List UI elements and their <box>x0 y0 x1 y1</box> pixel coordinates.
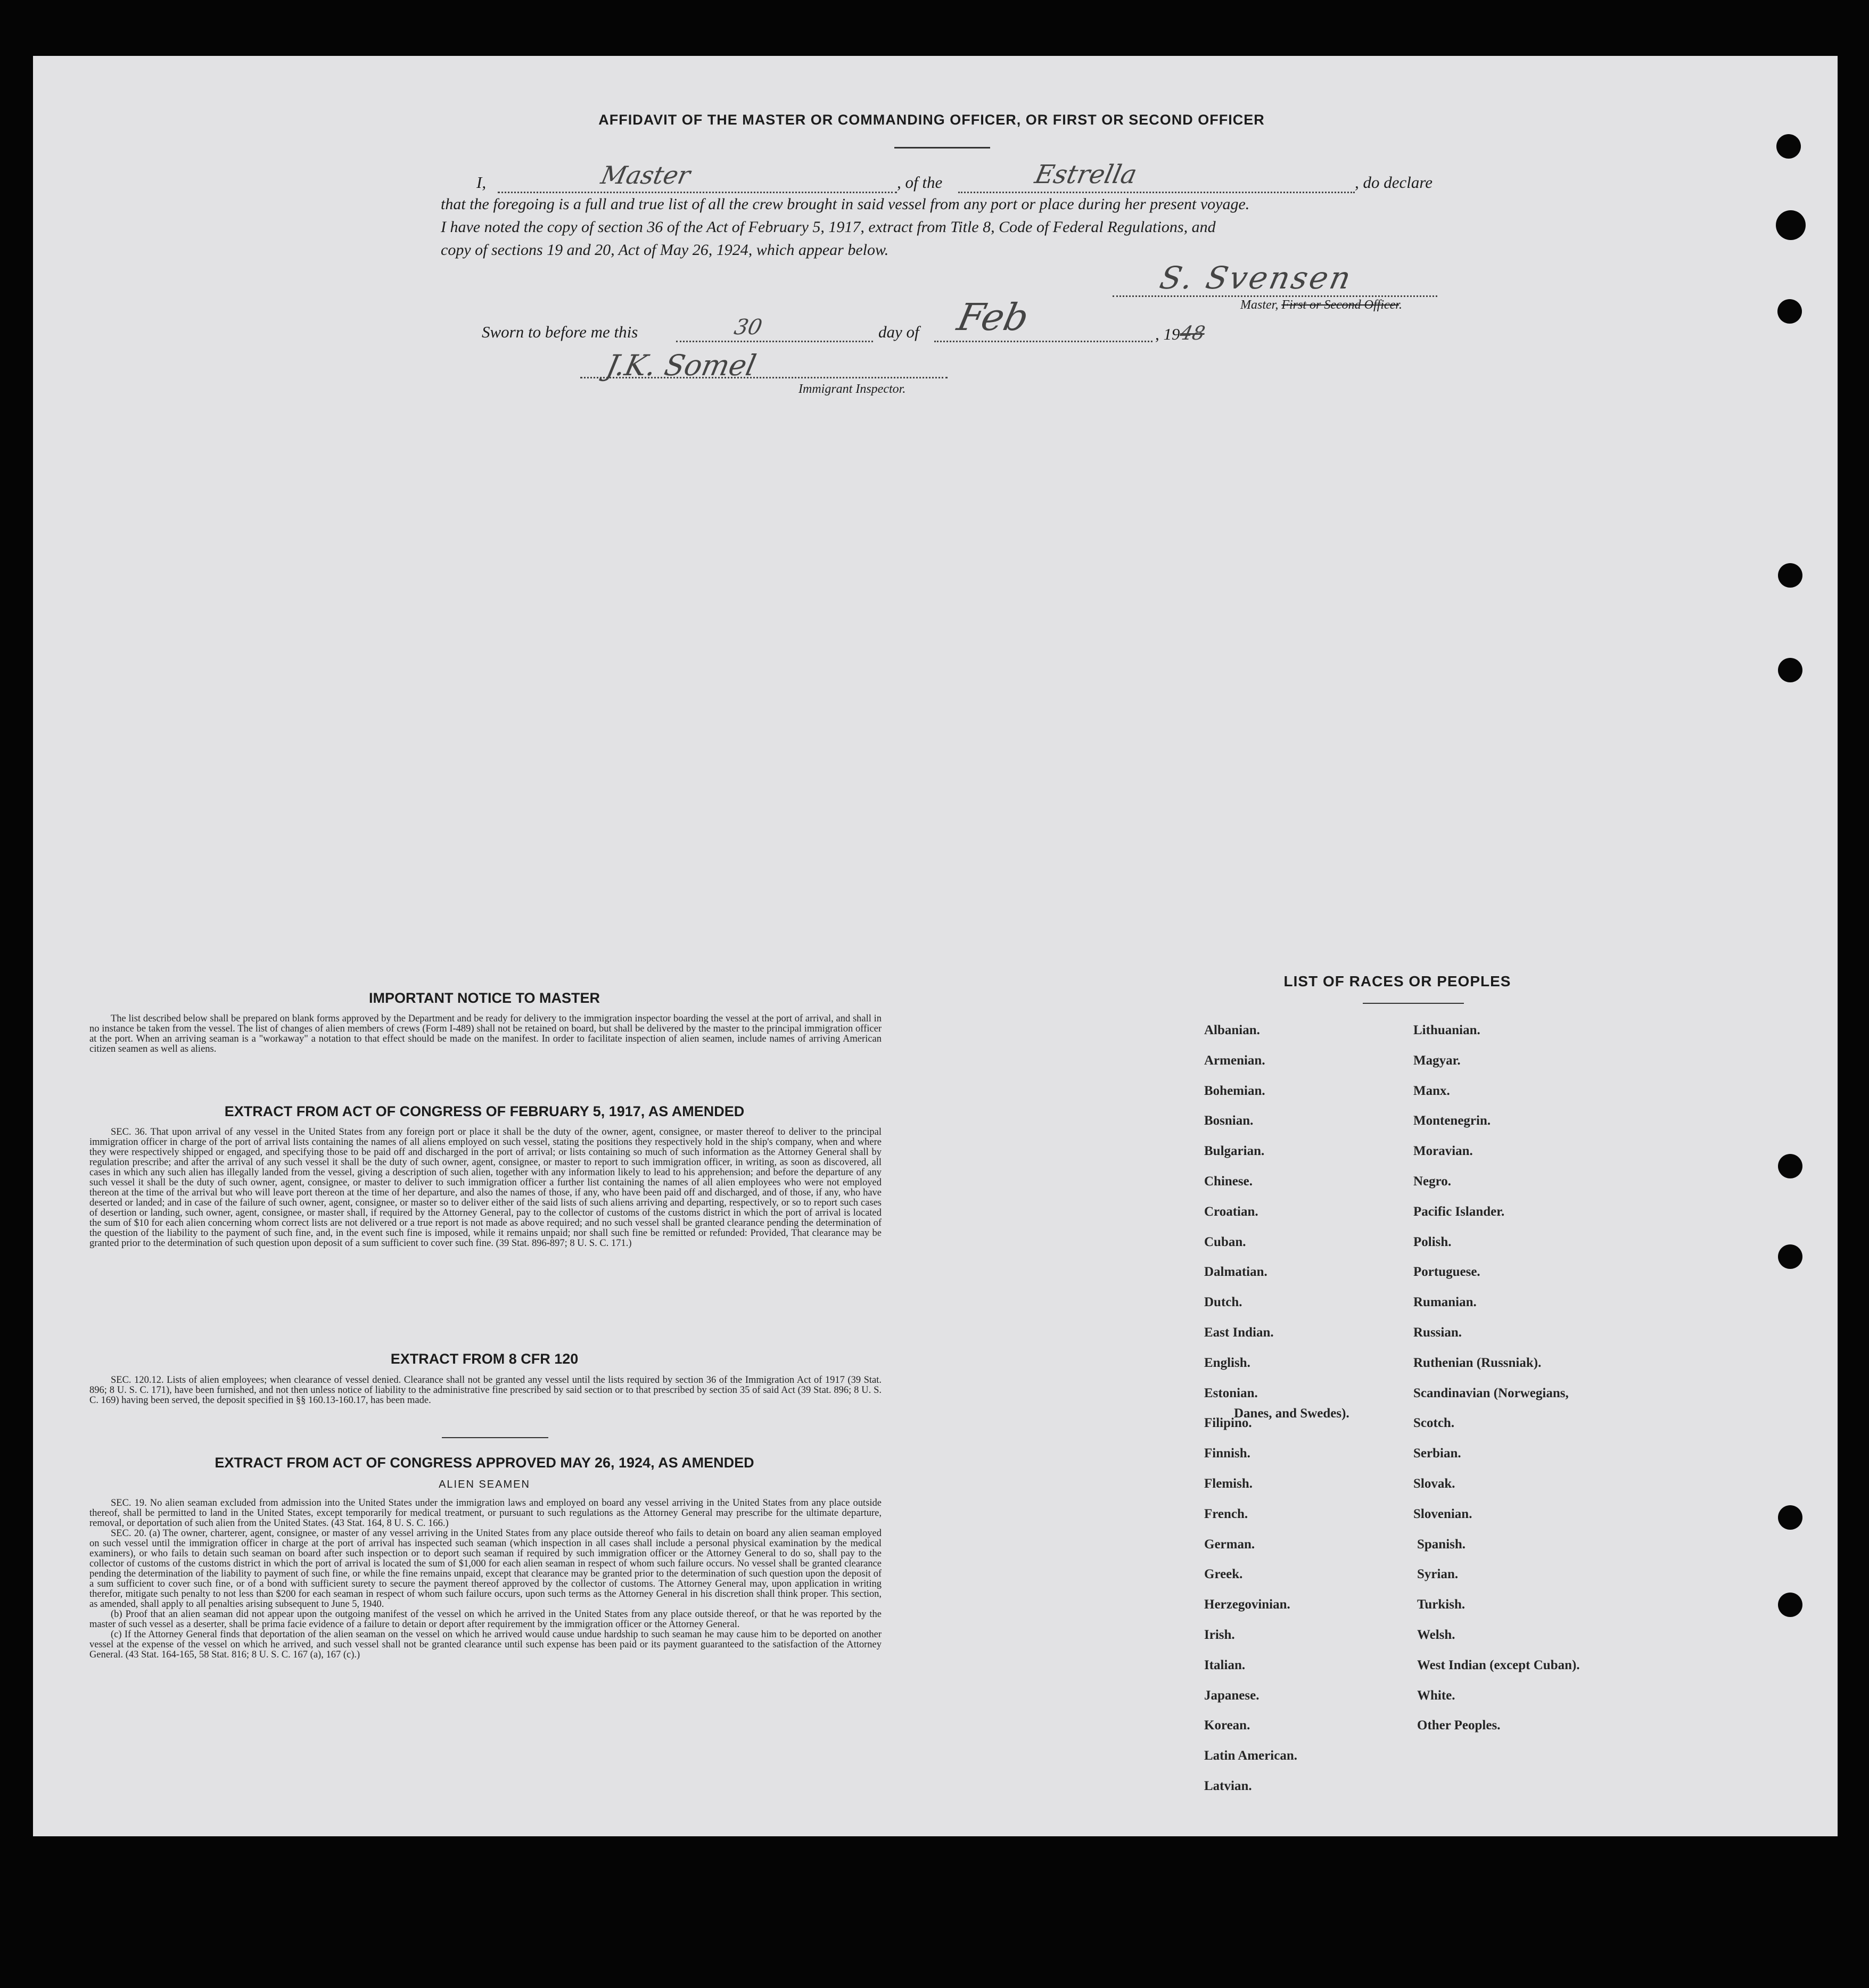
do-declare-label: , do declare <box>1355 173 1433 192</box>
race-item: Welsh. <box>1417 1628 1455 1642</box>
race-item: German. <box>1204 1537 1255 1552</box>
section-20b: (b) Proof that an alien seaman did not appear upon the outgoing manifest of the vessel on which he arrived in the United States from any place outside thereof, or that he was reported by the master of such vessel as a deserter, shall be prima facie evidence of a failure to detain or deport after requirement by the immigration officer or the Attorney General. <box>89 1609 882 1630</box>
race-item: Danes, and Swedes). <box>1234 1406 1349 1421</box>
race-item: Bohemian. <box>1204 1083 1265 1098</box>
race-item: Polish. <box>1413 1234 1452 1249</box>
race-item: Armenian. <box>1204 1053 1265 1068</box>
race-item: Bosnian. <box>1204 1113 1254 1128</box>
extract-1924-title: EXTRACT FROM ACT OF CONGRESS APPROVED MAY 26, 1924, AS AMENDED <box>215 1455 754 1471</box>
caption-end: . <box>1398 298 1402 312</box>
race-item: Scotch. <box>1413 1416 1455 1431</box>
caption-struck: First or Second Officer <box>1281 298 1399 312</box>
race-item: Dalmatian. <box>1204 1265 1267 1280</box>
vessel-handwritten: Estrella <box>1032 160 1140 189</box>
day-of-label: day of <box>878 323 919 341</box>
race-item: Other Peoples. <box>1417 1718 1501 1733</box>
race-item: Italian. <box>1204 1657 1246 1672</box>
race-item: Japanese. <box>1204 1688 1259 1703</box>
race-item: Lithuanian. <box>1413 1023 1480 1037</box>
month-blank <box>934 341 1152 342</box>
of-the-label: , of the <box>897 173 943 192</box>
race-item: Serbian. <box>1413 1446 1461 1461</box>
affidavit-line-4: copy of sections 19 and 20, Act of May 26, 1924, which appear below. <box>441 241 889 259</box>
race-item: Chinese. <box>1204 1174 1253 1189</box>
race-item: Manx. <box>1413 1083 1450 1098</box>
day-blank <box>676 341 873 342</box>
divider <box>1363 1003 1464 1004</box>
binder-hole <box>1776 210 1806 240</box>
races-title: LIST OF RACES OR PEOPLES <box>1283 973 1511 989</box>
race-item: Russian. <box>1413 1325 1462 1340</box>
signature-caption <box>1240 298 1402 312</box>
race-item: Bulgarian. <box>1204 1144 1265 1159</box>
race-item: Slovak. <box>1413 1476 1455 1491</box>
race-item: White. <box>1417 1688 1455 1703</box>
extract-1917-title: EXTRACT FROM ACT OF CONGRESS OF FEBRUARY 5, 1917, AS AMENDED <box>224 1103 745 1119</box>
inspector-signature: J.K. Somel <box>603 349 759 382</box>
race-item: Flemish. <box>1204 1476 1253 1491</box>
race-item: West Indian (except Cuban). <box>1417 1657 1580 1672</box>
extract-cfr-title: EXTRACT FROM 8 CFR 120 <box>390 1351 579 1367</box>
race-item: Scandinavian (Norwegians, <box>1413 1385 1569 1400</box>
race-item: Negro. <box>1413 1174 1452 1189</box>
race-item: Croatian. <box>1204 1204 1258 1219</box>
race-item: Ruthenian (Russniak). <box>1413 1355 1542 1370</box>
race-item: Rumanian. <box>1413 1295 1477 1310</box>
race-item: Herzegovinian. <box>1204 1597 1290 1612</box>
race-item: Cuban. <box>1204 1234 1246 1249</box>
inspector-caption: Immigrant Inspector. <box>798 382 906 396</box>
binder-hole <box>1778 1244 1802 1269</box>
month-handwritten: Feb <box>953 295 1033 339</box>
extract-1924-subtitle: ALIEN SEAMEN <box>439 1479 530 1490</box>
binder-hole <box>1776 134 1801 159</box>
sworn-label: Sworn to before me this <box>482 323 638 341</box>
race-item: Korean. <box>1204 1718 1250 1733</box>
race-item: Latin American. <box>1204 1748 1297 1763</box>
master-signature: S. Svensen <box>1156 260 1356 296</box>
section-19: SEC. 19. No alien seaman excluded from admission into the United States under the immigration laws and employed on board any vessel arriving in the United States from any place outside thereof, shall be permitted to land in the United States, except temporarily for medical treatment, or pursuant to such regulations as the Attorney General may prescribe for the ultimate departure, removal, or deportation of such alien from the United States. (43 Stat. 164, 8 U. S. C. 166.) <box>89 1498 882 1529</box>
binder-hole <box>1778 658 1802 682</box>
affidavit-title: AFFIDAVIT OF THE MASTER OR COMMANDING OFFICER, OR FIRST OR SECOND OFFICER <box>598 112 1265 128</box>
year-label: , 1948 <box>1155 323 1207 344</box>
notice-text: The list described below shall be prepared on blank forms approved by the Department and be ready for delivery to the immigration inspector boarding the vessel at the port of arrival, and shall in no instance be taken from the vessel. The list of changes of alien members of crews (Form I-489) shall not be retained on board, but shall be delivered by the master to the principal immigration officer at the port. When an arriving seaman is a "workaway" a notation to that effect should be made on the manifest. In order to facilitate inspection of alien seamen, include names of arriving American citizen seamen as well as aliens. <box>89 1013 882 1054</box>
section-20a: SEC. 20. (a) The owner, charterer, agent, consignee, or master of any vessel arriving in the United States from any place outside thereof who fails to detain on board any alien seaman employed on such vessel until the immigration officer in charge at the port of arrival has inspected such seaman (which inspection in all cases shall include a personal physical examination by the medical examiners), or who fails to detain such seaman on board after such inspection or to deport such seaman if required by such immigration officer or the Attorney General to do so, shall pay to the collector of customs of the customs district in which the port of arrival is located the sum of $1,000 for each alien seaman in respect of whom such failure occurs. No vessel shall be granted clearance pending the determination of the liability to payment of such fine, or while the fine remains unpaid, except that clearance may be granted prior to the determination of such question upon the deposit of a sum sufficient to cover such fine, or of a bond with sufficient surety to secure the payment thereof approved by the collector of customs. The Attorney General may, upon application in writing therefor, mitigate such penalty to not less than $200 for each seaman in respect of whom such failure occurs, upon such terms as the Attorney General in his discretion shall think proper. This section, as amended, shall apply to all penalties arising subsequent to June 5, 1940. <box>89 1528 882 1610</box>
race-item: Irish. <box>1204 1628 1235 1642</box>
race-item: Portuguese. <box>1413 1265 1480 1280</box>
race-item: Moravian. <box>1413 1144 1473 1159</box>
caption-master: Master, <box>1240 298 1282 312</box>
race-item: Filipino. <box>1204 1416 1252 1431</box>
extract-cfr-text: SEC. 120.12. Lists of alien employees; when clearance of vessel denied. Clearance shall not be granted any vessel until the lists required by section 36 of the Immigration Act of 1917 (39 Stat. 896; 8 U. S. C. 171), have been furnished, and not then unless notice of liability to the administrative fine prescribed by said section or to that prescribed by section 35 of said Act (39 Stat. 896; 8 U. S. C. 169) having been served, the deposit specified in §§ 160.13-160.17, has been made. <box>89 1375 882 1406</box>
section-20c: (c) If the Attorney General finds that deportation of the alien seaman on the vessel on which he arrived would cause undue hardship to such seaman he may cause him to be deported on another vessel at the expense of the vessel on which he arrived, and such vessel shall not be granted clearance until such expense has been paid or its payment guaranteed to the satisfaction of the Attorney General. (43 Stat. 164-165, 58 Stat. 816; 8 U. S. C. 167 (a), 167 (c).) <box>89 1629 882 1660</box>
day-handwritten: 30 <box>732 315 764 340</box>
year-handwritten: 48 <box>1178 323 1207 344</box>
race-item: French. <box>1204 1506 1248 1521</box>
notice-title: IMPORTANT NOTICE TO MASTER <box>369 990 600 1006</box>
year-prefix: 19 <box>1163 325 1180 343</box>
race-item: Pacific Islander. <box>1413 1204 1505 1219</box>
race-item: Magyar. <box>1413 1053 1461 1068</box>
binder-hole <box>1777 299 1802 324</box>
race-item: Estonian. <box>1204 1385 1258 1400</box>
affidavit-line-2: that the foregoing is a full and true list of all the crew brought in said vessel from any port or place during her present voyage. <box>441 195 1250 213</box>
rank-handwritten: Master <box>598 161 693 189</box>
race-item: East Indian. <box>1204 1325 1274 1340</box>
race-item: Latvian. <box>1204 1779 1252 1793</box>
divider <box>894 147 990 149</box>
binder-hole <box>1778 1154 1802 1178</box>
race-item: Finnish. <box>1204 1446 1250 1461</box>
rank-blank <box>498 192 897 193</box>
race-item: Dutch. <box>1204 1295 1242 1310</box>
vessel-blank <box>958 192 1355 193</box>
race-item: Montenegrin. <box>1413 1113 1491 1128</box>
race-item: Albanian. <box>1204 1023 1260 1037</box>
race-item: Slovenian. <box>1413 1506 1472 1521</box>
affidavit-i-label: I, <box>476 173 487 192</box>
binder-hole <box>1778 1505 1802 1530</box>
race-item: Syrian. <box>1417 1567 1459 1582</box>
extract-1917-text: SEC. 36. That upon arrival of any vessel in the United States from any foreign port or place it shall be the duty of the owner, agent, consignee, or master thereof to deliver to the principal immigration officer in charge of the port of arrival lists containing the names of all aliens employed on such vessel, stating the positions they respectively hold in the ship's company, when and where they were respectively shipped or engaged, and specifying those to be paid off and discharged in the port of arrival; or lists containing so much of such information as the Attorney General shall by regulation prescribe; and after the arrival of any such vessel it shall be the duty of such owner, agent, consignee, or master to report to such immigration officer, in writing, as soon as discovered, all cases in which any such alien has illegally landed from the vessel, giving a description of such alien, together with any information likely to lead to his apprehension; and before the departure of any such vessel it shall be the duty of such owner, agent, consignee, or master to deliver to such immigration officer a further list containing the names of all alien employees who were not employed thereon at the time of the arrival but who will leave port thereon at the time of her departure, and also the names of those, if any, who have been paid off and discharged, and of those, if any, who have deserted or landed; and in case of the failure of such owner, agent, consignee, or master so to deliver either of the said lists of such aliens arriving and departing, respectively, or so to report such cases of desertion or landing, such owner, agent, consignee, or master shall, if required by the Attorney General, pay to the collector of customs of the customs district in which the port of arrival is located the sum of $10 for each alien concerning whom correct lists are not delivered or a true report is not made as above required; and no such vessel shall be granted clearance pending the determination of the question of the liability to the payment of such fine, and, in the event such fine is imposed, while it remains unpaid; nor shall such fine be remitted or refunded: Provided, That clearance may be granted prior to the determination of such question upon deposit of a sum sufficient to cover such fine. (39 Stat. 896-897; 8 U. S. C. 171.) <box>89 1127 882 1249</box>
divider <box>442 1437 548 1438</box>
affidavit-line-3: I have noted the copy of section 36 of the Act of February 5, 1917, extract from Title 8, Code of Federal Regulations, and <box>441 218 1216 236</box>
binder-hole <box>1778 563 1802 588</box>
extract-1924-text <box>89 1498 882 1660</box>
race-item: Turkish. <box>1417 1597 1465 1612</box>
binder-hole <box>1778 1593 1802 1617</box>
race-item: English. <box>1204 1355 1250 1370</box>
race-item: Spanish. <box>1417 1537 1466 1552</box>
race-item: Greek. <box>1204 1567 1243 1582</box>
